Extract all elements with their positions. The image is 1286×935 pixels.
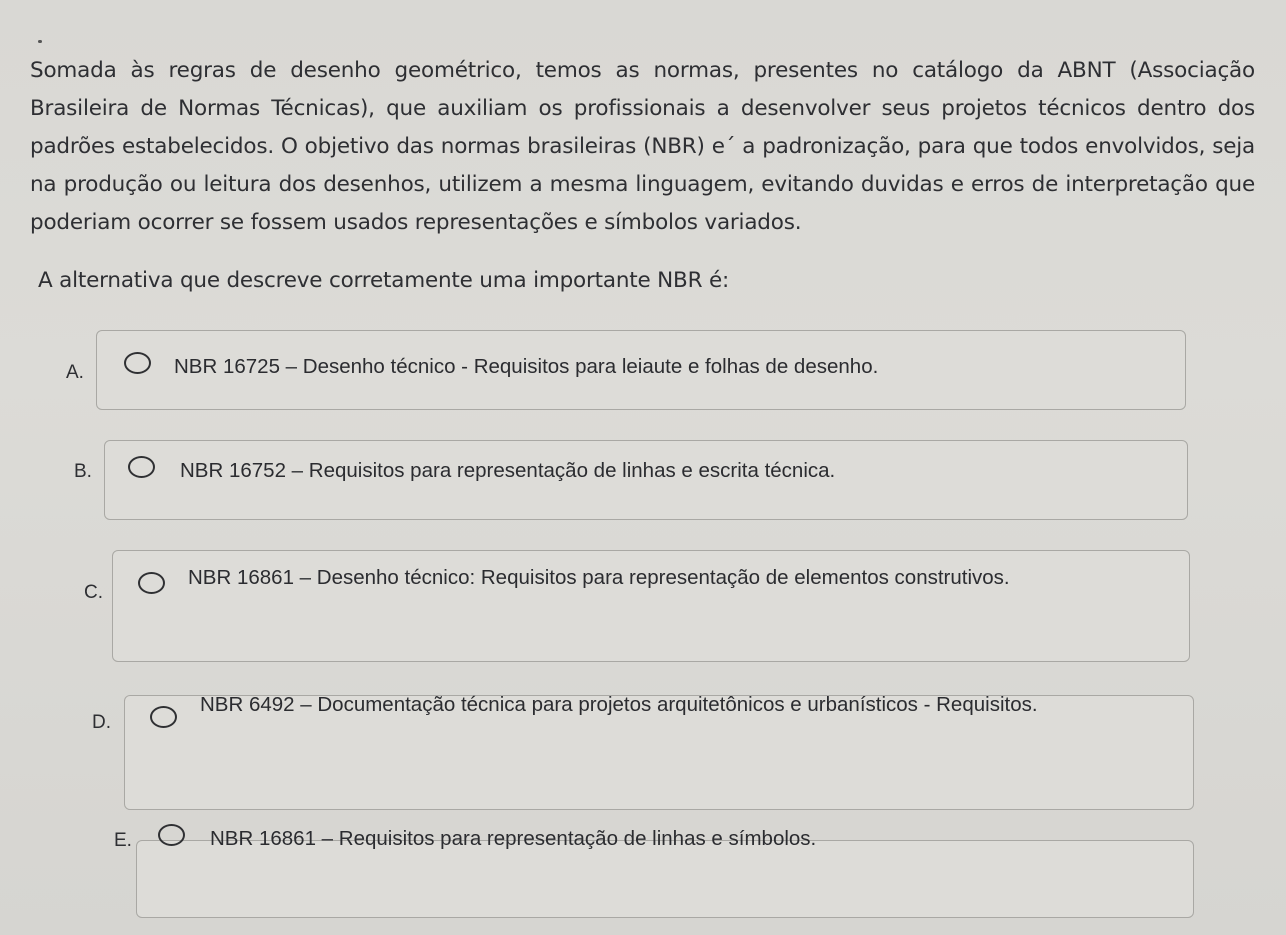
option-a-letter: A. bbox=[66, 362, 84, 383]
option-d-letter: D. bbox=[92, 712, 111, 733]
option-d-label: NBR 6492 – Documentação técnica para projetos arquitetônicos e urbanísticos - Requisitos. bbox=[200, 693, 1038, 716]
mark bbox=[38, 40, 42, 43]
option-b-label: NBR 16752 – Requisitos para representação de linhas e escrita técnica. bbox=[180, 459, 836, 482]
option-c-label: NBR 16861 – Desenho técnico: Requisitos para representação de elementos construtivos. bbox=[188, 566, 1010, 589]
option-e-radio[interactable] bbox=[158, 824, 185, 846]
option-e-label: NBR 16861 – Requisitos para representação de linhas e símbolos. bbox=[210, 827, 817, 850]
question-prompt: A alternativa que descreve corretamente uma importante NBR é: bbox=[38, 268, 730, 293]
option-a-label: NBR 16725 – Desenho técnico - Requisitos para leiaute e folhas de desenho. bbox=[174, 355, 879, 378]
option-c-letter: C. bbox=[84, 582, 103, 603]
option-d-radio[interactable] bbox=[150, 706, 177, 728]
question-text: Somada às regras de desenho geométrico, temos as normas, presentes no catálogo da ABNT (Associação Brasileira de Normas Técnicas), que auxiliam os profissionais a desenvolver seus projetos técnicos dentro dos padrões estabelecidos. O objetivo das normas brasileiras (NBR) e´ a padronização, para que todos envolvidos, seja na produção ou leitura dos desenhos, utilizem a mesma linguagem, evitando duvidas e erros de interpretação que poderiam ocorrer se fossem usados representações e símbolos variados. bbox=[30, 58, 1255, 235]
option-c-radio[interactable] bbox=[138, 572, 165, 594]
option-a-radio[interactable] bbox=[124, 352, 151, 374]
option-b-letter: B. bbox=[74, 461, 92, 482]
option-b-radio[interactable] bbox=[128, 456, 155, 478]
option-e-letter: E. bbox=[114, 830, 132, 851]
